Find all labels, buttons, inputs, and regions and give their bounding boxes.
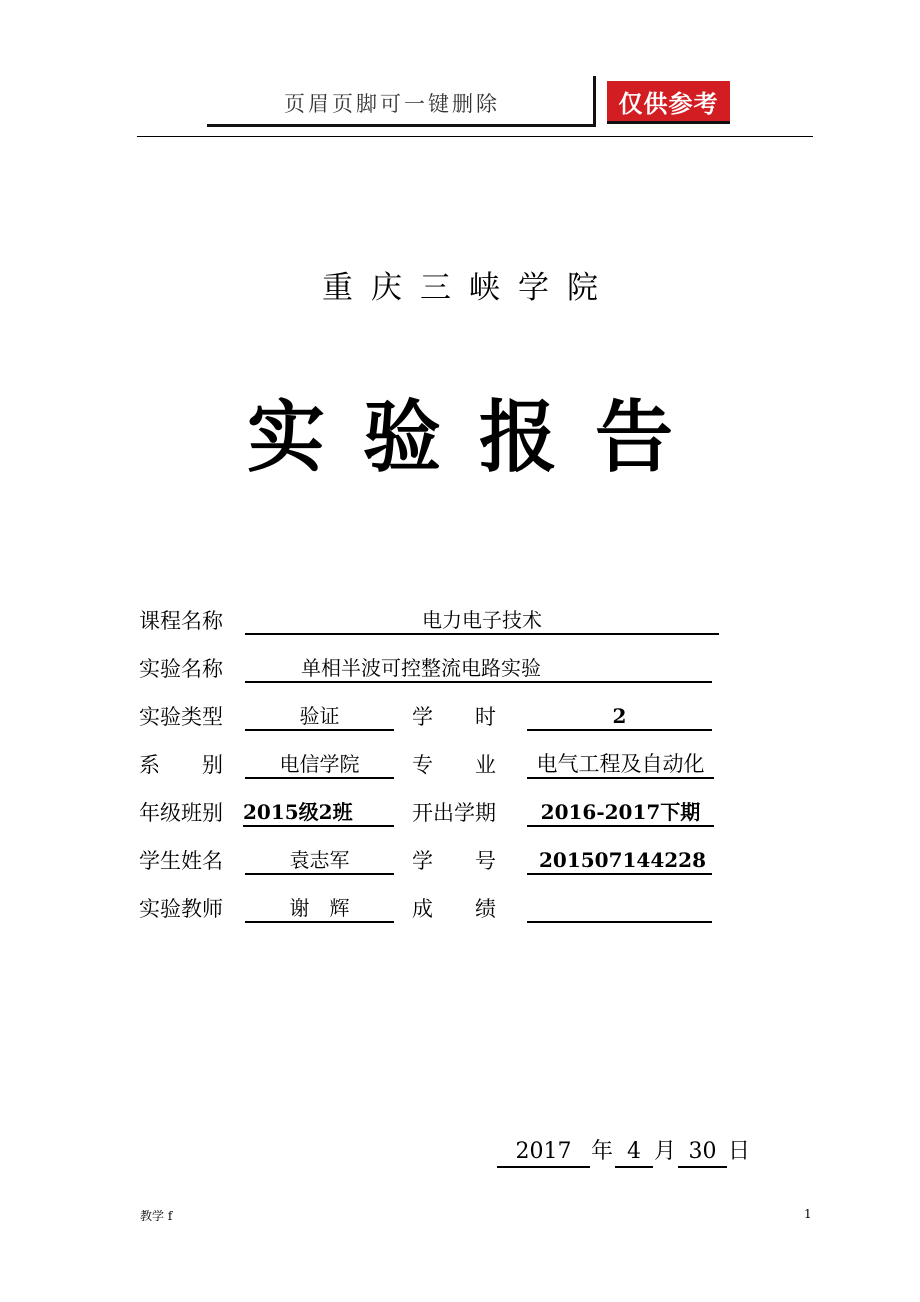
grade-value: [527, 895, 712, 923]
course-value: 电力电子技术: [245, 607, 719, 635]
id-label: 学 号: [412, 849, 496, 873]
page-number: 1: [804, 1207, 812, 1221]
experiment-value: [245, 655, 712, 683]
header-text: 页眉页脚可一键删除: [284, 92, 500, 116]
student-label: 学生姓名: [139, 849, 223, 873]
term-value: 2016-2017下期: [527, 799, 714, 827]
date-year: 2017: [497, 1138, 590, 1168]
experiment-value-text: 单相半波可控整流电路实验: [301, 656, 541, 680]
header-divider: [593, 76, 596, 127]
major-label: 专 业: [412, 753, 496, 777]
reference-badge: 仅供参考: [607, 81, 730, 124]
experiment-label: 实验名称: [139, 657, 223, 681]
id-value: [527, 847, 712, 875]
term-label: 开出学期: [412, 801, 496, 825]
hours-label: 学 时: [412, 705, 496, 729]
school-name: 重庆三峡学院: [322, 270, 616, 306]
student-value: 袁志军: [245, 847, 394, 875]
teacher-value: 谢 辉: [245, 895, 394, 923]
dept-label: 系 别: [139, 753, 223, 777]
date-day-unit: 日: [728, 1139, 751, 1164]
id-value-text: 201507144228: [539, 848, 706, 872]
report-title: 实验报告: [246, 392, 711, 483]
date-year-unit: 年: [591, 1139, 614, 1164]
dept-value: 电信学院: [245, 751, 394, 779]
major-value: 电气工程及自动化: [527, 751, 714, 779]
grade-label: 成 绩: [412, 897, 496, 921]
teacher-label: 实验教师: [139, 897, 223, 921]
hours-value: 2: [527, 703, 712, 731]
class-label: 年级班别: [139, 801, 223, 825]
footer-left-text: 教学 f: [140, 1209, 173, 1223]
date-month-unit: 月: [654, 1139, 677, 1164]
header-rule: [137, 136, 813, 137]
header-underline: [207, 124, 595, 127]
date-day: 30: [678, 1138, 727, 1168]
type-label: 实验类型: [139, 705, 223, 729]
date-month: 4: [615, 1138, 653, 1168]
class-value: 2015级2班: [243, 799, 394, 827]
type-value: 验证: [245, 703, 394, 731]
course-label: 课程名称: [139, 609, 223, 633]
